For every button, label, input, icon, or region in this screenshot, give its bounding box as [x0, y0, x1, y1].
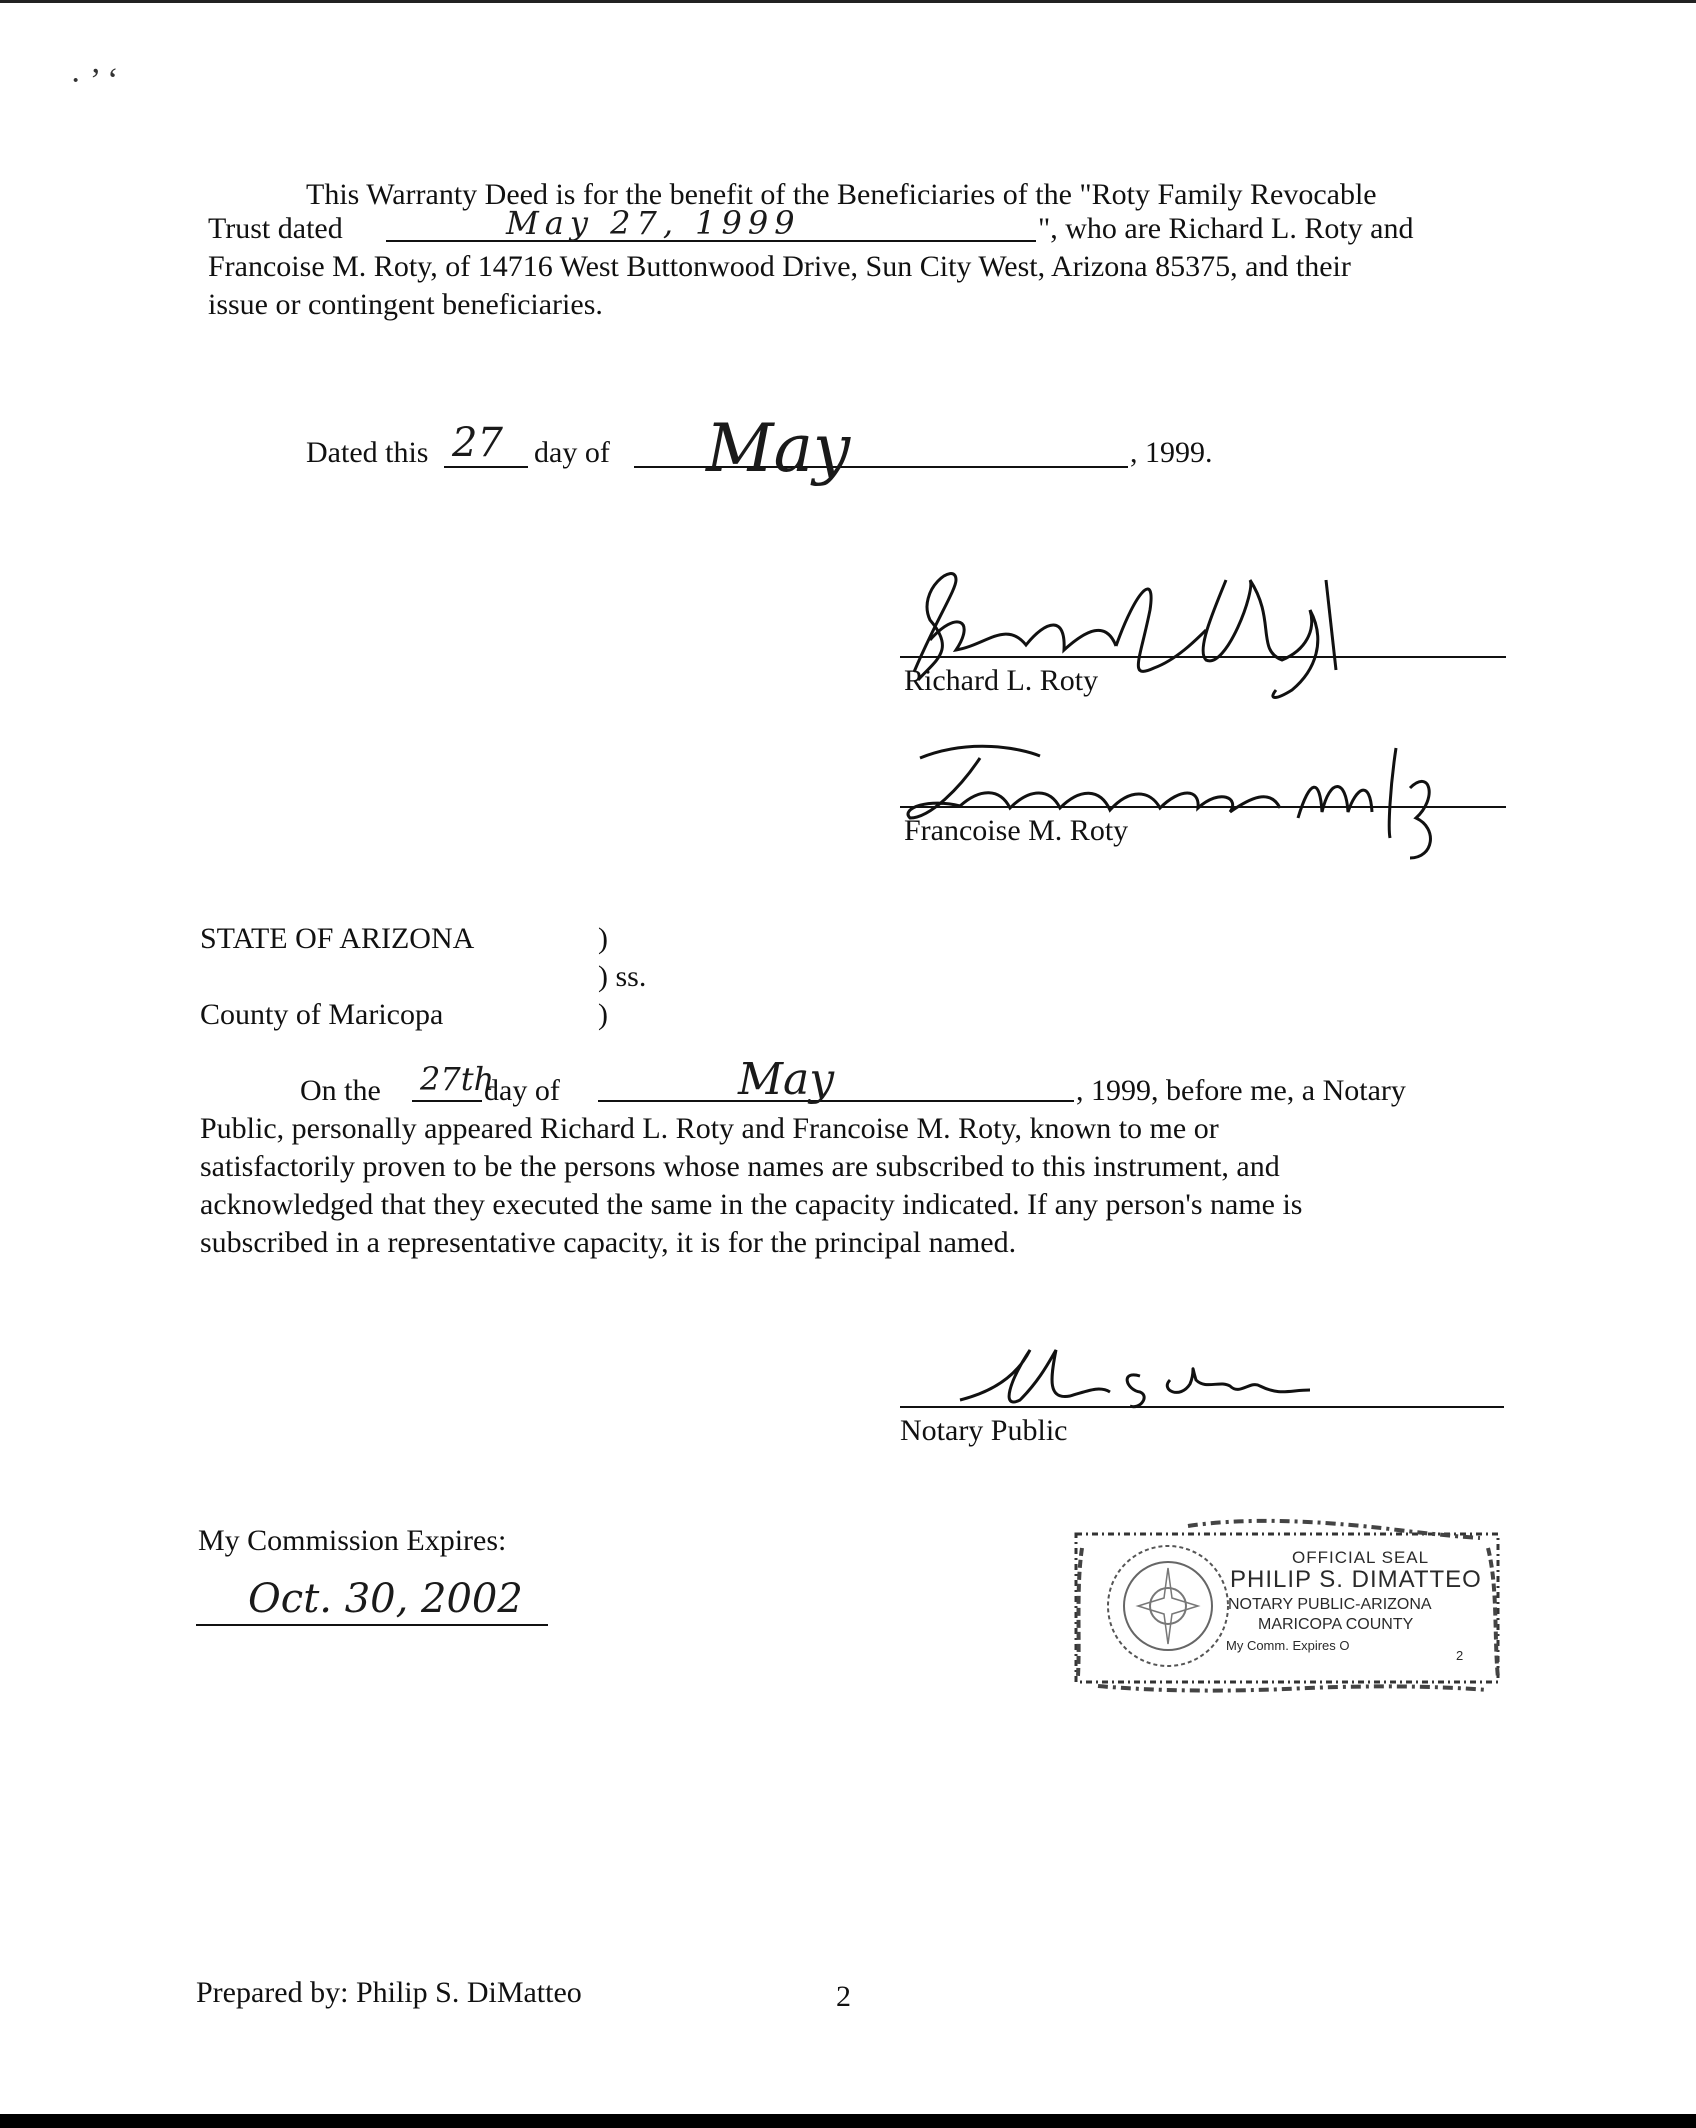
seal-line-name: PHILIP S. DIMATTEO — [1230, 1566, 1482, 1593]
scan-edge-bottom — [0, 2114, 1696, 2128]
ack-month-line — [598, 1100, 1074, 1102]
venue-ss: ) ss. — [598, 960, 647, 993]
para1-line1: This Warranty Deed is for the benefit of the Beneficiaries of the "Roty Family Revocable — [306, 178, 1377, 211]
venue-paren-1: ) — [598, 922, 608, 955]
ack-line5: subscribed in a representative capacity, it is for the principal named. — [200, 1226, 1017, 1259]
para1-line3: Francoise M. Roty, of 14716 West Buttonwood Drive, Sun City West, Arizona 85375, and their — [208, 250, 1351, 283]
seal-line-notary: NOTARY PUBLIC-ARIZONA — [1228, 1596, 1432, 1613]
seal-line-county: MARICOPA COUNTY — [1258, 1616, 1414, 1633]
seal-line-expires-end: 2 — [1456, 1648, 1464, 1663]
para1-line4: issue or contingent beneficiaries. — [208, 288, 603, 321]
commission-line — [196, 1624, 548, 1626]
seal-line-official: OFFICIAL SEAL — [1292, 1548, 1430, 1567]
signer2-line — [900, 806, 1506, 808]
ack-day-handwritten: 27th — [420, 1060, 495, 1098]
notary-signature — [940, 1340, 1340, 1420]
seal-line-expires: My Comm. Expires O — [1226, 1638, 1350, 1653]
trust-date-handwritten: May 27, 1999 — [506, 204, 801, 242]
dated-day-handwritten: 27 — [452, 420, 503, 466]
venue-county: County of Maricopa — [200, 998, 444, 1031]
ack-mid: day of — [484, 1074, 560, 1107]
venue-paren-3: ) — [598, 998, 608, 1031]
venue-state: STATE OF ARIZONA — [200, 922, 475, 955]
ack-line1-suffix: , 1999, before me, a Notary — [1076, 1074, 1406, 1107]
para1-line2-prefix: Trust dated — [208, 212, 343, 245]
signer1-line — [900, 656, 1506, 658]
commission-date-handwritten: Oct. 30, 2002 — [248, 1576, 523, 1622]
dated-month-handwritten: May — [706, 410, 851, 487]
scan-specks: · ’ ‘ — [70, 62, 119, 99]
ack-line3: satisfactorily proven to be the persons whose names are subscribed to this instrument, and — [200, 1150, 1280, 1183]
scan-edge-top — [0, 0, 1696, 3]
signer1-name: Richard L. Roty — [904, 664, 1099, 697]
dated-prefix: Dated this — [306, 436, 429, 469]
para1-line2-suffix: ", who are Richard L. Roty and — [1038, 212, 1414, 245]
commission-label: My Commission Expires: — [198, 1524, 507, 1557]
page-number: 2 — [836, 1980, 851, 2013]
ack-prefix: On the — [300, 1074, 381, 1107]
ack-line2: Public, personally appeared Richard L. Roty and Francoise M. Roty, known to me or — [200, 1112, 1219, 1145]
dated-day-line — [444, 466, 528, 468]
ack-line4: acknowledged that they executed the same in the capacity indicated. If any person's name is — [200, 1188, 1303, 1221]
dated-suffix: , 1999. — [1130, 436, 1213, 469]
dated-mid: day of — [534, 436, 610, 469]
notary-line — [900, 1406, 1504, 1408]
ack-month-handwritten: May — [738, 1054, 835, 1105]
ack-day-line — [412, 1100, 482, 1102]
official-seal-stamp — [1068, 1508, 1506, 1698]
prepared-by: Prepared by: Philip S. DiMatteo — [196, 1976, 582, 2009]
notary-label: Notary Public — [900, 1414, 1068, 1447]
signer2-name: Francoise M. Roty — [904, 814, 1129, 847]
